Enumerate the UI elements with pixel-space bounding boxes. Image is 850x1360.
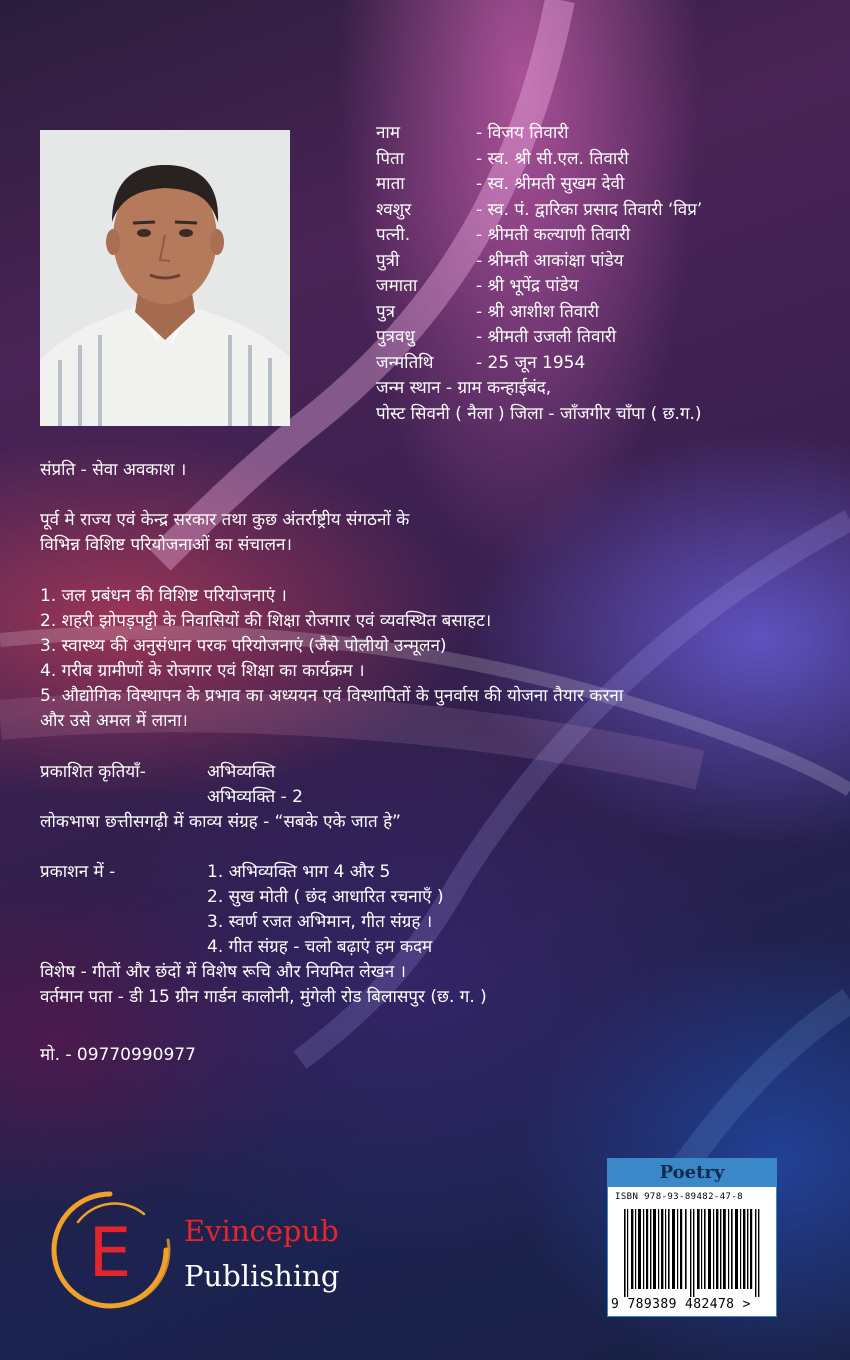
bio-label: पत्नी. <box>376 225 411 245</box>
bio-value: - स्व. पं. द्वारिका प्रसाद तिवारी ‘विप्र’ <box>476 199 703 220</box>
list-item: 5. औद्योगिक विस्थापन के प्रभाव का अध्ययन एवं विस्थापितों के पुनर्वास की योजना तैयार करना <box>40 686 624 706</box>
barcode-digits: 9 789389 482478 > <box>611 1297 751 1312</box>
bio-label: पिता <box>376 148 405 169</box>
projects-list <box>40 584 623 734</box>
bio-row-son <box>376 300 702 326</box>
in-press-item: 3. स्वर्ण रजत अभिमान, गीत संग्रह । <box>207 912 433 932</box>
bio-value: - श्रीमती आकांक्षा पांडेय <box>476 250 624 271</box>
in-press-item: 4. गीत संग्रह - चलो बढ़ाएं हम कदम <box>207 937 433 957</box>
bio-row-daughter <box>376 249 702 275</box>
in-press-item: 1. अभिव्यक्ति भाग 4 और 5 <box>207 862 391 882</box>
bio-row-daughter-in-law <box>376 325 702 351</box>
bio-value: - स्व. श्री सी.एल. तिवारी <box>476 148 629 169</box>
in-press-works <box>40 860 487 1010</box>
bio-value: - विजय तिवारी <box>476 123 569 143</box>
bio-label: जन्मतिथि <box>376 352 434 373</box>
published-works <box>40 760 401 835</box>
bio-label: नाम <box>376 123 401 143</box>
post-address: पोस्ट सिवनी ( नैला ) जिला - जाँजगीर चाँपा ( छ.ग.) <box>376 403 702 424</box>
list-item: 3. स्वास्थ्य की अनुसंधान परक परियोजनाएं (जैसे पोलीयो उन्मूलन) <box>40 636 447 656</box>
bio-value: - स्व. श्रीमती सुखम देवी <box>476 174 625 194</box>
logo-letter: E <box>88 1214 132 1293</box>
published-label: प्रकाशित कृतियाँ- <box>40 762 146 782</box>
bio-row-name <box>376 121 702 147</box>
publisher-logo-icon <box>48 1188 173 1312</box>
list-item: 2. शहरी झोपड़पट्टी के निवासियों की शिक्षा रोजगार एवं व्यवस्थित बसाहट। <box>40 611 492 631</box>
publisher-subtitle: Publishing <box>184 1259 340 1293</box>
bio-label: पुत्र <box>376 301 396 322</box>
publisher-name: Evincepub <box>184 1214 339 1248</box>
bio-row-father-in-law <box>376 198 702 224</box>
list-item: 4. गरीब ग्रामीणों के रोजगार एवं शिक्षा का कार्यक्रम । <box>40 661 365 681</box>
mobile-number: मो. - 09770990977 <box>40 1045 196 1065</box>
current-address: वर्तमान पता - डी 15 ग्रीन गार्डन कालोनी, मुंगेली रोड बिलासपुर (छ. ग. ) <box>40 987 487 1007</box>
list-item: और उसे अमल में लाना। <box>40 711 188 731</box>
isbn-text: ISBN 978-93-89482-47-8 <box>615 1192 744 1202</box>
birthplace: जन्म स्थान - ग्राम कन्हाईबंद, <box>376 378 552 398</box>
barcode-icon <box>624 1209 764 1297</box>
author-photo <box>40 130 290 426</box>
author-details <box>376 121 702 427</box>
in-press-label: प्रकाशन में - <box>40 862 116 882</box>
experience <box>40 508 409 558</box>
folk-collection: लोकभाषा छत्तीसगढ़ी में काव्य संग्रह - “सबके एके जात हे” <box>40 812 401 832</box>
bio-value: - श्रीमती कल्याणी तिवारी <box>476 225 631 245</box>
current-status: संप्रति - सेवा अवकाश । <box>40 460 187 480</box>
bio-row-father <box>376 147 702 173</box>
experience-line: विभिन्न विशिष्ट परियोजनाओं का संचालन। <box>40 535 292 555</box>
bio-label: श्वशुर <box>376 199 412 220</box>
published-item: अभिव्यक्ति <box>207 762 276 782</box>
published-item: अभिव्यक्ति - 2 <box>207 787 303 807</box>
bio-label: पुत्री <box>376 250 400 271</box>
bio-row-son-in-law <box>376 274 702 300</box>
bio-row-dob <box>376 351 702 377</box>
bio-row-wife <box>376 223 702 249</box>
bio-value: - 25 जून 1954 <box>476 352 586 373</box>
experience-line: पूर्व मे राज्य एवं केन्द्र सरकार तथा कुछ अंतर्राष्ट्रीय संगठनों के <box>40 510 410 530</box>
in-press-item: 2. सुख मोती ( छंद आधारित रचनाएँ ) <box>207 887 444 907</box>
bio-value: - श्री भूपेंद्र पांडेय <box>476 276 579 296</box>
bio-value: - श्रीमती उजली तिवारी <box>476 327 617 347</box>
bio-row-mother <box>376 172 702 198</box>
list-item: 1. जल प्रबंधन की विशिष्ट परियोजनाएं । <box>40 586 287 606</box>
isbn-category: Poetry <box>608 1159 776 1187</box>
bio-label: माता <box>376 174 405 194</box>
isbn-barcode-box <box>607 1158 777 1317</box>
bio-label: पुत्रवधु <box>376 327 415 347</box>
special-interest: विशेष - गीतों और छंदों में विशेष रूचि और नियमित लेखन । <box>40 962 406 982</box>
bio-label: जमाता <box>376 276 418 296</box>
bio-value: - श्री आशीश तिवारी <box>476 301 599 322</box>
